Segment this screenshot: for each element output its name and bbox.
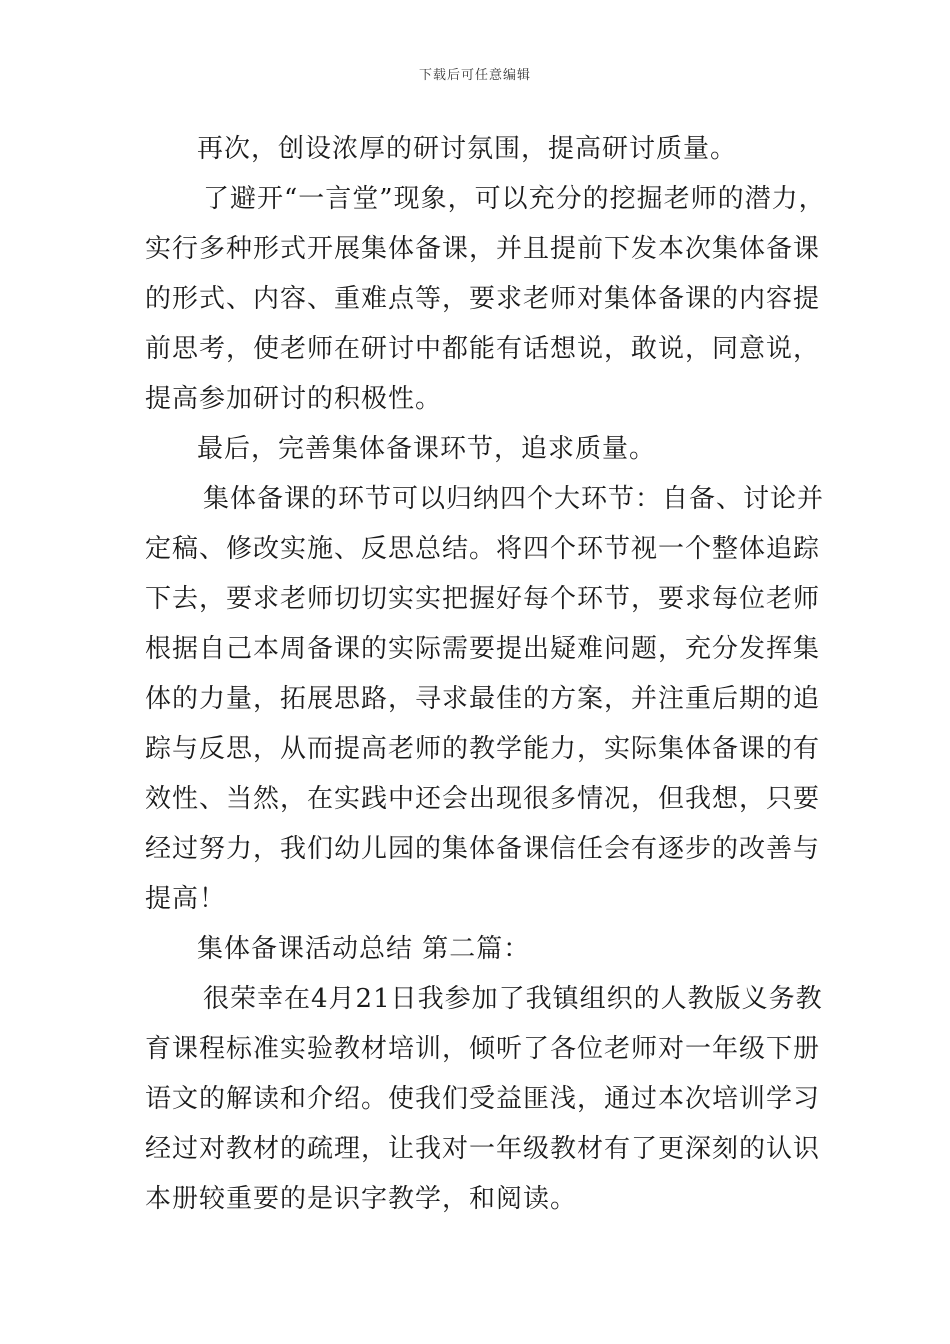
text-line: 前思考，使老师在研讨中都能有话想说，敢说，同意说， [145,334,821,364]
text-line: 最后，完善集体备课环节，追求质量。 [197,434,657,464]
text-line: 集体备课的环节可以归纳四个大环节：自备、讨论并 [203,484,825,514]
text-line: 体的力量，拓展思路，寻求最佳的方案，并注重后期的追 [145,684,821,714]
text-line: 根据自己本周备课的实际需要提出疑难问题，充分发挥集 [145,634,821,664]
document-body [145,124,825,1224]
text-line: 提高！ [145,884,227,914]
text-line: 踪与反思，从而提高老师的教学能力，实际集体备课的有 [145,734,821,764]
text-line: 了避开“一言堂”现象，可以充分的挖掘老师的潜力， [203,184,826,214]
text-line: 语文的解读和介绍。使我们受益匪浅，通过本次培训学习 [145,1084,821,1114]
text-line: 实行多种形式开展集体备课，并且提前下发本次集体备课 [145,234,821,264]
text-line: 育课程标准实验教材培训，倾听了各位老师对一年级下册 [145,1034,821,1064]
text-line: 经过努力，我们幼儿园的集体备课信任会有逐步的改善与 [145,834,821,864]
text-line: 的形式、内容、重难点等，要求老师对集体备课的内容提 [145,284,821,314]
text-line: 很荣幸在4月21日我参加了我镇组织的人教版义务教 [203,984,823,1014]
text-line: 再次，创设浓厚的研讨氛围，提高研讨质量。 [197,134,738,164]
section-heading: 集体备课活动总结 第二篇： [197,934,531,964]
text-line: 提高参加研讨的积极性。 [145,384,443,414]
text-line: 经过对教材的疏理，让我对一年级教材有了更深刻的认识 [145,1134,821,1164]
text-line: 定稿、修改实施、反思总结。将四个环节视一个整体追踪 [145,534,821,564]
text-line: 本册较重要的是识字教学，和阅读。 [145,1184,578,1214]
text-line: 效性、当然，在实践中还会出现很多情况，但我想，只要 [145,784,821,814]
page-header-note: 下载后可任意编辑 [418,68,531,83]
text-line: 下去，要求老师切切实实把握好每个环节，要求每位老师 [145,584,821,614]
